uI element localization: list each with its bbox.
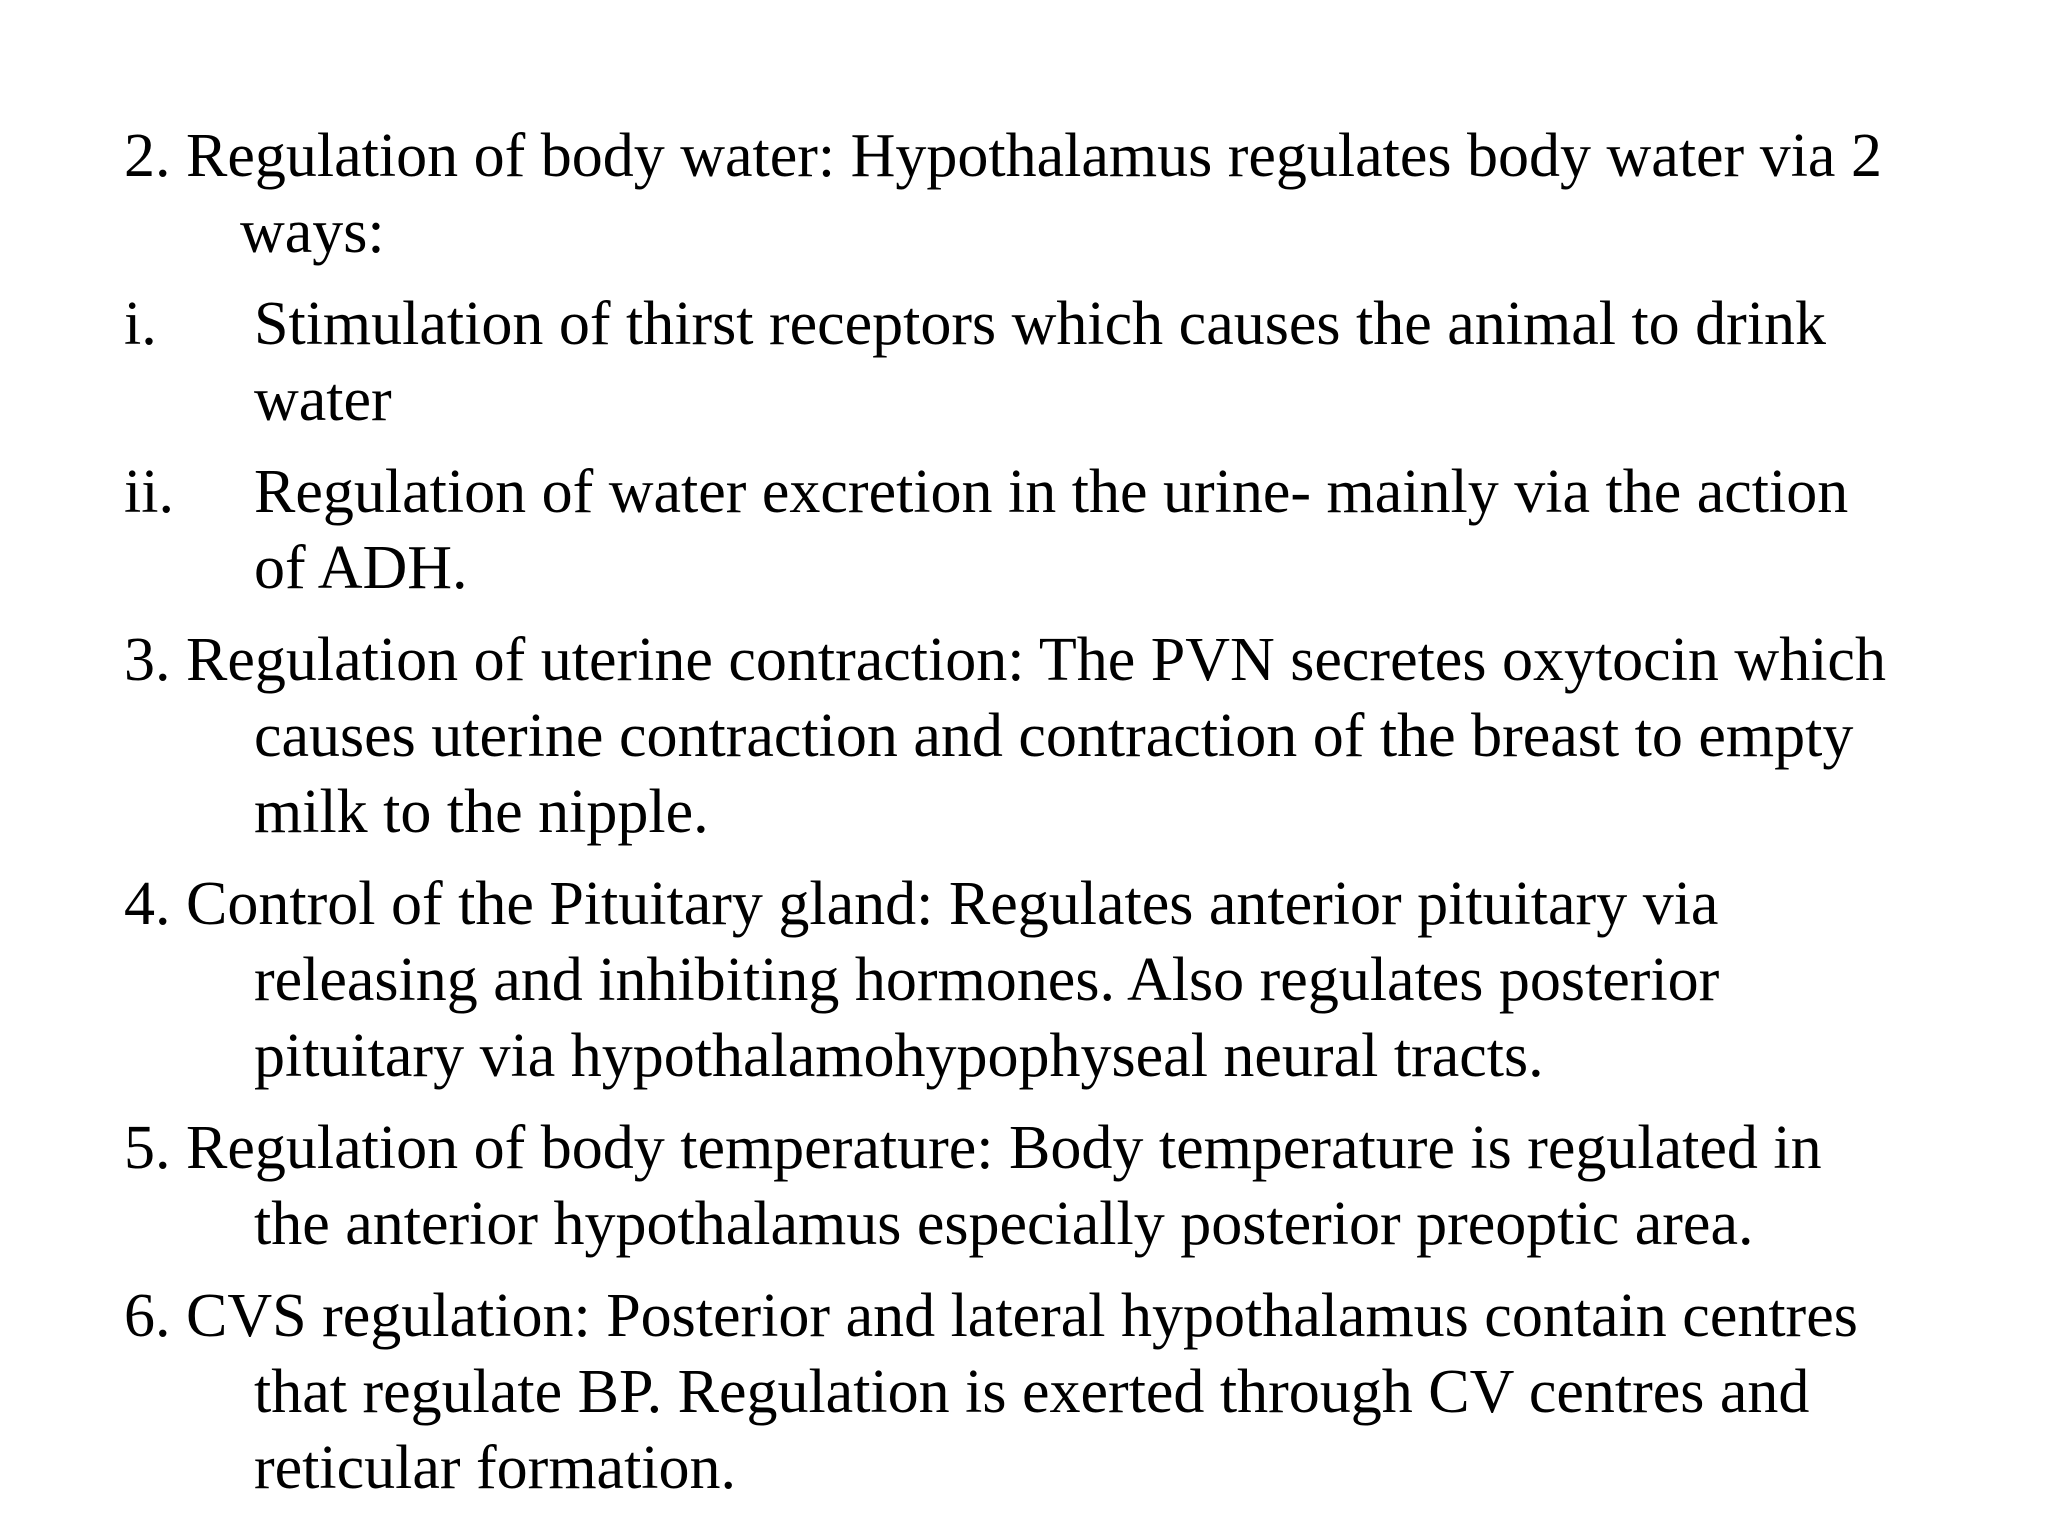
item-4-line-1 (124, 866, 1718, 942)
item-number: 4. (124, 870, 171, 938)
item-5-line-2: the anterior hypothalamus especially posterior preoptic area. (254, 1190, 1754, 1258)
item-4-line-3: pituitary via hypothalamohypophyseal neural tracts. (254, 1022, 1544, 1090)
subitem-i-line-2: water (254, 366, 392, 434)
item-3-line-3: milk to the nipple. (254, 778, 709, 846)
item-text: CVS regulation: Posterior and lateral hypothalamus contain centres (186, 1282, 1858, 1350)
item-5-line-1 (124, 1110, 1822, 1186)
item-3-line-2: causes uterine contraction and contraction of the breast to empty (254, 702, 1854, 770)
subitem-i-line-1: Stimulation of thirst receptors which causes the animal to drink (254, 290, 1827, 358)
item-text: Regulation of body temperature: Body temperature is regulated in (186, 1114, 1822, 1182)
item-4-line-2: releasing and inhibiting hormones. Also regulates posterior (254, 946, 1720, 1014)
item-number: 5. (124, 1114, 171, 1182)
item-6-line-3: reticular formation. (254, 1434, 737, 1502)
item-text: Regulation of uterine contraction: The PVN secretes oxytocin which (186, 626, 1886, 694)
item-number: 6. (124, 1282, 171, 1350)
item-2-line-1 (124, 118, 1882, 194)
item-6-line-2: that regulate BP. Regulation is exerted through CV centres and (254, 1358, 1810, 1426)
subitem-ii-marker: ii. (124, 458, 174, 526)
item-number: 3. (124, 626, 171, 694)
subitem-ii-line-2: of ADH. (254, 534, 468, 602)
item-text: Regulation of body water: Hypothalamus regulates body water via 2 (186, 122, 1882, 190)
item-number: 2. (124, 122, 171, 190)
subitem-i-marker: i. (124, 290, 157, 358)
item-text: Control of the Pituitary gland: Regulates anterior pituitary via (186, 870, 1719, 938)
subitem-ii-line-1: Regulation of water excretion in the urine- mainly via the action (254, 458, 1849, 526)
item-3-line-1 (124, 622, 1886, 698)
item-6-line-1 (124, 1278, 1858, 1354)
item-2-line-2: ways: (240, 198, 385, 266)
